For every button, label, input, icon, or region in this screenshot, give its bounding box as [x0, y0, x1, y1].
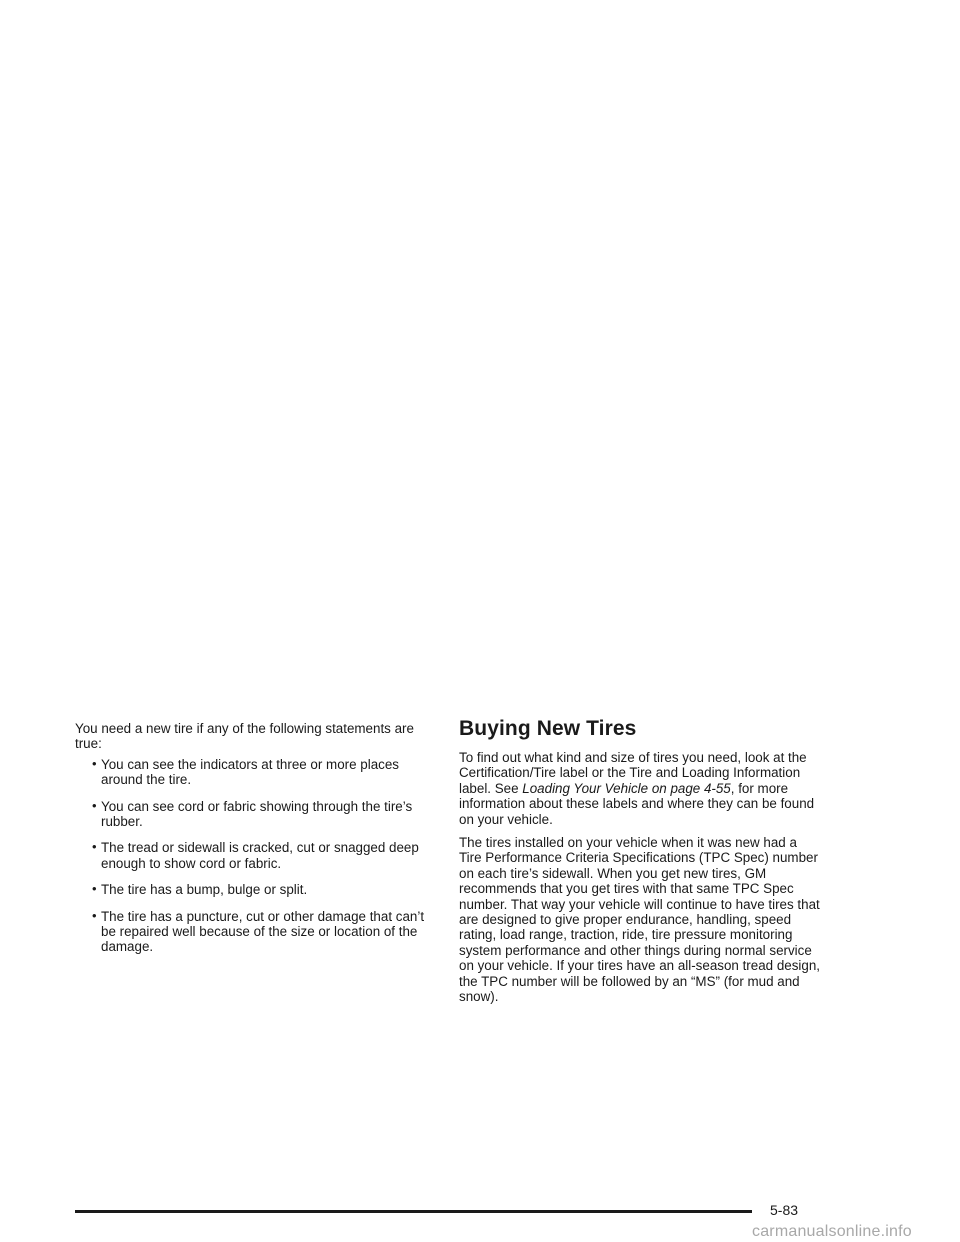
paragraph-tire-labels: To find out what kind and size of tires you need, look at the Certification/Tire label or the Tire and Loading Information label. See Loading Your Vehicle on page 4-55, for more information about these labels and where they can be found on your vehicle. — [459, 750, 815, 827]
bullet-icon: • — [92, 755, 97, 771]
page-number: 5-83 — [770, 1202, 799, 1218]
bullet-icon: • — [92, 797, 97, 813]
section-heading: Buying New Tires — [459, 717, 637, 740]
tire-replacement-list — [75, 757, 435, 955]
right-column — [459, 717, 821, 1013]
watermark-text: carmanualsonline.info — [752, 1223, 912, 1240]
bullet-icon: • — [92, 881, 97, 897]
bullet-icon: • — [92, 839, 97, 855]
tire-replacement-intro: You need a new tire if any of the following statements are true: — [75, 721, 414, 752]
footer-divider — [75, 1210, 752, 1213]
paragraph-tpc-spec: The tires installed on your vehicle when it was new had a Tire Performance Criteria Specifications (TPC Spec) number on each tire’s sidewall. When you get new tires, GM recommends that you get tires with that same TPC Spec number. That way your vehicle will continue to have tires that are designed to give proper endurance, handling, speed rating, load range, traction, ride, tire pressure monitoring system performance and other things during normal service on your vehicle. If your tires have an all-season tread design, the TPC number will be followed by an “MS” (for mud and snow). — [459, 835, 821, 1005]
bullet-icon: • — [92, 907, 97, 923]
list-item: • You can see the indicators at three or more places around the tire. — [92, 755, 399, 788]
list-item: • The tread or sidewall is cracked, cut or snagged deep enough to show cord or fabric. — [92, 839, 419, 871]
list-item: • The tire has a puncture, cut or other damage that can’t be repaired well because of the size or location of the damage. — [92, 907, 425, 955]
cross-reference-link[interactable]: Loading Your Vehicle on page 4-55 — [522, 780, 731, 796]
list-item: • The tire has a bump, bulge or split. — [92, 881, 308, 898]
left-column — [75, 721, 435, 966]
list-item: • You can see cord or fabric showing through the tire’s rubber. — [92, 797, 413, 830]
